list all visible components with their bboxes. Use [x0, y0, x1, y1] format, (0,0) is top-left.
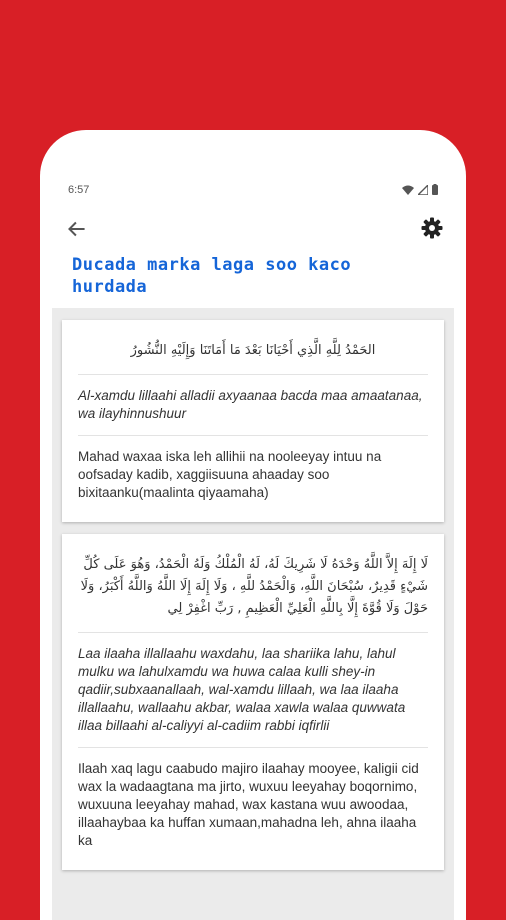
status-bar [40, 182, 466, 200]
app-bar [40, 212, 466, 248]
status-icons [402, 184, 438, 195]
status-time: 6:57 [68, 184, 90, 196]
wifi-icon [402, 185, 414, 195]
signal-icon [418, 185, 428, 195]
back-arrow-icon [64, 216, 90, 242]
dua-arabic-text: لَا إِلَهَ إِلاَّ اللَّهُ وَحْدَهُ لَا شَرِيكَ لَهُ، لَهُ الْمُلْكُ وَلَهُ الْحَمْدُ، وَهُوَ عَلَى كُلِّ شَيْءٍ قَدِيرٌ، سُبْحَانَ اللَّهِ، وَالْحَمْدُ للَّهِ ، وَلَا إِلَهَ إِلَا اللَّهُ وَاللَّهُ أَكْبَرُ، وَلَا حَوْلَ وَلَا قُوَّةَ إِلَّا بِاللَّهِ الْعَلِيِّ الْعَظِيمِ , رَبِّ اغْفِرْ لِي [80, 557, 428, 616]
dua-transliteration: Al-xamdu lillaahi alladii axyaanaa bacda maa amaatanaa, wa ilayhinnushuur [78, 374, 428, 435]
settings-button[interactable] [420, 216, 446, 242]
battery-icon [432, 184, 438, 195]
dua-card [62, 534, 444, 870]
gear-icon [420, 216, 444, 240]
dua-translation: Mahad waxaa iska leh allihii na nooleeyay intuu na oofsaday kadib, xaggiisuuna ahaaday soo bixitaanku(maalinta qiyaamaha) [78, 435, 428, 514]
dua-arabic-text: الحَمْدُ لِلَّهِ الَّذِي أَحْيَانَا بَعْدَ مَا أَمَاتَنَا وَإِلَيْهِ النُّشُورُ [130, 343, 376, 358]
dua-card [62, 320, 444, 522]
dua-list[interactable] [52, 308, 454, 920]
page-title: Ducada marka laga soo kaco hurdada [72, 255, 352, 297]
back-button[interactable] [64, 216, 90, 242]
dua-translation: Ilaah xaq lagu caabudo majiro ilaahay mooyee, kaligii cid wax la wadaagtana ma jirto, wuxuu leeyahay boqornimo, wuxuuna leeyahay mahad, wax kastana wuu awoodaa, illaahaybaa ka huffan xumaan,mahadna leh, ahna ilaaha ka [78, 747, 428, 862]
phone-frame [40, 130, 466, 920]
dua-transliteration: Laa ilaaha illallaahu waxdahu, laa shariika lahu, lahul mulku wa lahulxamdu wa huwa calaa kulli shey-in qadiir,subxaanallaah, wal-xamdu lillaah, wa laa ilaaha illallaahu, wallaahu akbar, walaa xawla walaa quwwata illaa billaahi al-caliyyi al-cadiim rabbi iqfirlii [78, 632, 428, 747]
